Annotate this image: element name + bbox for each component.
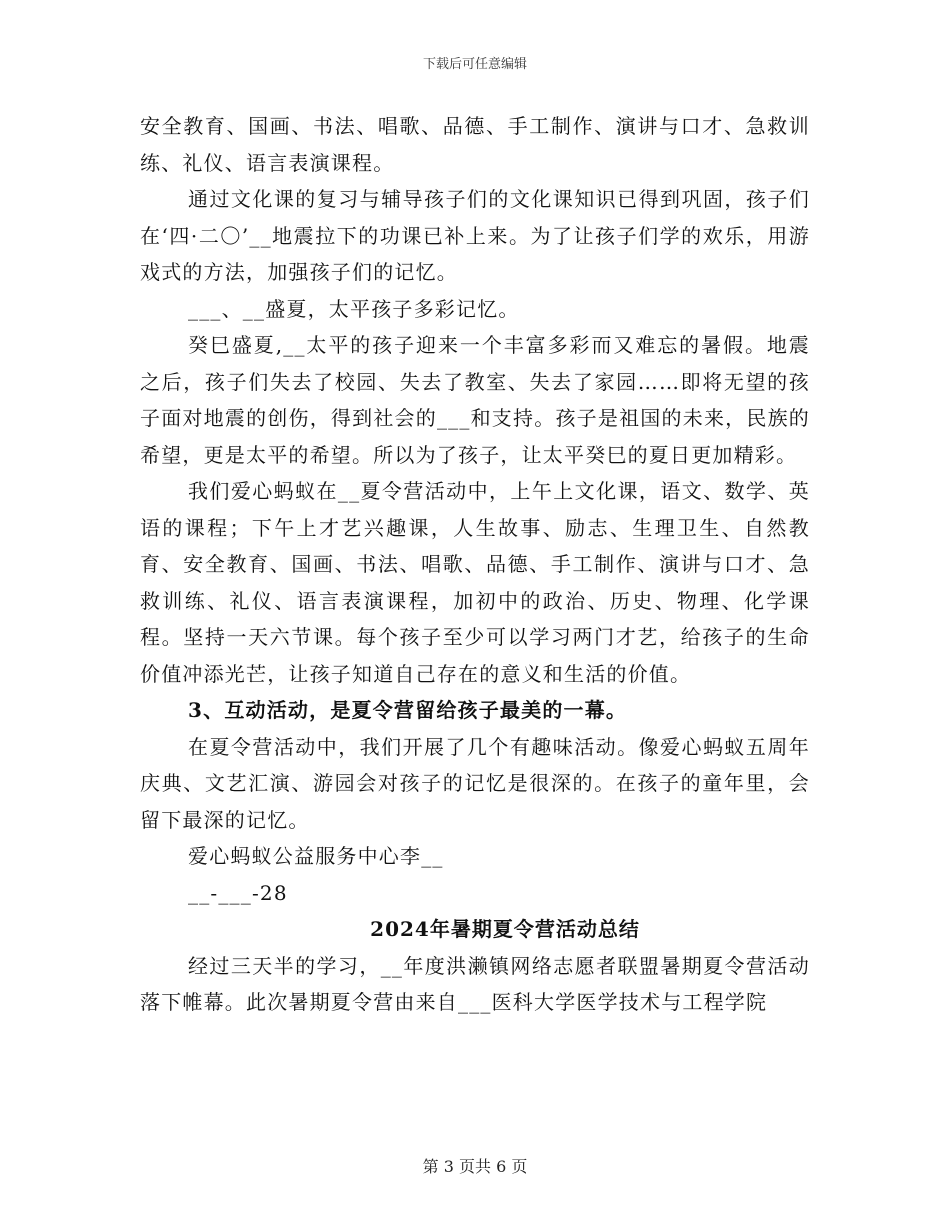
page-header: 下载后可任意编辑 (422, 57, 527, 72)
paragraph-review: 通过文化课的复习与辅导孩子们的文化课知识已得到巩固，孩子们在‘四·二〇’__地震拉下的功课已补上来。为了让孩子们学的欢乐，用游戏式的方法，加强孩子们的记忆。 (140, 187, 810, 284)
paragraph-summary-intro: 经过三天半的学习，__年度洪濑镇网络志愿者联盟暑期夏令营活动落下帷幕。此次暑期夏令营由来自___医科大学医学技术与工程学院 (140, 953, 810, 1014)
paragraph-interactive: 在夏令营活动中，我们开展了几个有趣味活动。像爱心蚂蚁五周年庆典、文艺汇演、游园会对孩子的记忆是很深的。在孩子的童年里，会留下最深的记忆。 (140, 734, 810, 832)
paragraph-activities: 我们爱心蚂蚁在__夏令营活动中，上午上文化课，语文、数学、英语的课程；下午上才艺兴趣课，人生故事、励志、生理卫生、自然教育、安全教育、国画、书法、唱歌、品德、手工制作、演讲与口才、急救训练、礼仪、语言表演课程，加初中的政治、历史、物理、化学课程。坚持一天六节课。每个孩子至少可以学习两门才艺，给孩子的生命价值冲添光芒，让孩子知道自己存在的意义和生活的价值。 (140, 479, 810, 686)
section-heading: 3、互动活动，是夏令营留给孩子最美的一幕。 (188, 698, 628, 722)
paragraph-course-list: 安全教育、国画、书法、唱歌、品德、手工制作、演讲与口才、急救训练、礼仪、语言表演课程。 (140, 114, 810, 175)
signature-line: 爱心蚂蚁公益服务中心李__ (188, 844, 444, 868)
document-body (140, 108, 810, 1021)
document-title: 2024年暑期夏令营活动总结 (370, 917, 640, 941)
page-footer: 第 3 页共 6 页 (422, 1157, 528, 1176)
date-line: __-___-28 (188, 880, 288, 905)
paragraph-subtitle: ___、__盛夏，太平孩子多彩记忆。 (188, 296, 520, 321)
paragraph-summer: 癸巳盛夏,__太平的孩子迎来一个丰富多彩而又难忘的暑假。地震之后，孩子们失去了校园、失去了教室、失去了家园……即将无望的孩子面对地震的创伤，得到社会的___和支持。孩子是祖国的未来，民族的希望，更是太平的希望。所以为了孩子，让太平癸巳的夏日更加精彩。 (140, 333, 810, 467)
